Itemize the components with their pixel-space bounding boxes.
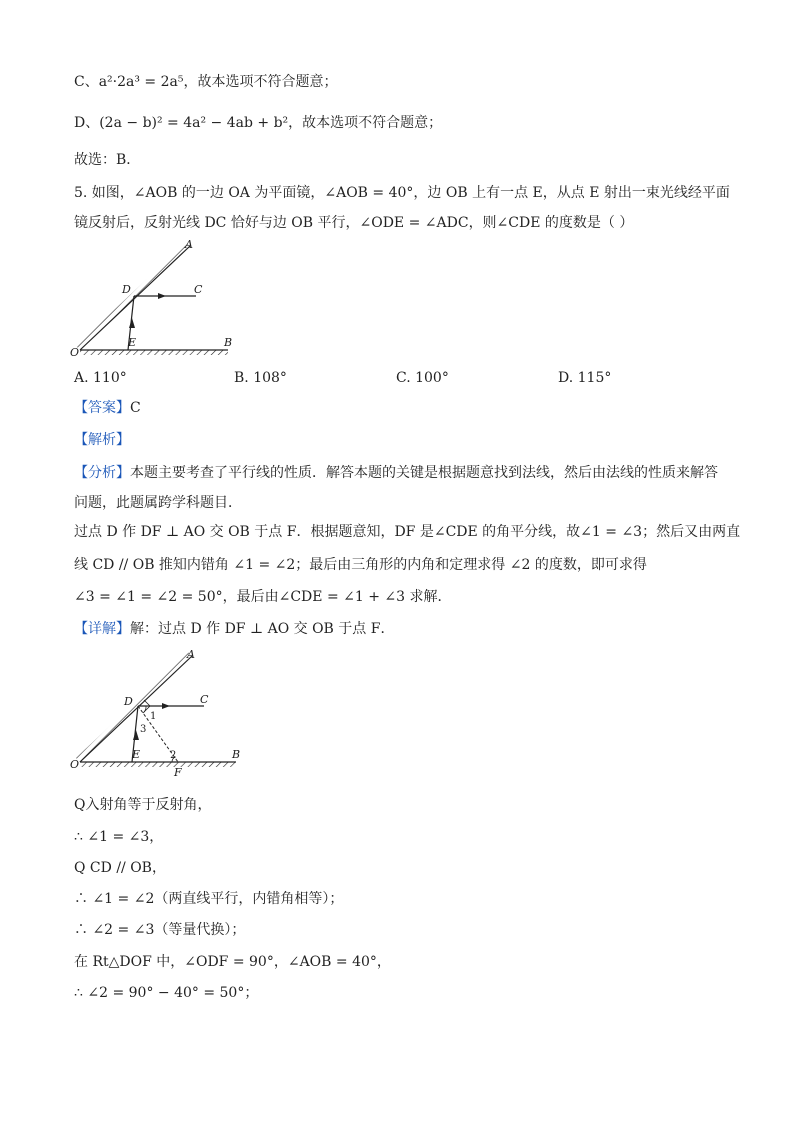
label-c: C bbox=[194, 283, 203, 296]
option-d-analysis: D、(2a − b)² = 4a² − 4ab + b²，故本选项不符合题意； bbox=[74, 115, 443, 131]
detail-text: 解：过点 D 作 DF ⊥ AO 交 OB 于点 F． bbox=[130, 621, 395, 637]
question-5-line-2: 镜反射后，反射光线 DC 恰好与边 OB 平行，∠ODE = ∠ADC，则∠CDE 的度数是（ ） bbox=[74, 215, 634, 231]
question-figure bbox=[66, 238, 246, 358]
label-d: D bbox=[124, 695, 133, 708]
detail-line bbox=[74, 619, 394, 639]
answer-line bbox=[74, 398, 141, 418]
label-a: A bbox=[185, 238, 193, 251]
fenxi-text: 本题主要考查了平行线的性质．解答本题的关键是根据题意找到法线，然后由法线的性质来解答 bbox=[130, 465, 718, 481]
label-o: O bbox=[70, 758, 80, 771]
option-d: D. 115° bbox=[558, 370, 612, 386]
solution-line-1: 过点 D 作 DF ⊥ AO 交 OB 于点 F．根据题意知，DF 是∠CDE 的角平分线，故∠1 = ∠3；然后又由两直 bbox=[74, 524, 741, 540]
analysis-tag: 【解析】 bbox=[74, 432, 130, 448]
angle-3-label: 3 bbox=[140, 724, 147, 735]
step-3: Q CD // OB， bbox=[74, 860, 166, 876]
angle-1-label: 1 bbox=[150, 711, 157, 722]
label-e: E bbox=[128, 336, 137, 349]
analysis-line bbox=[74, 463, 718, 483]
option-c-analysis: C、a²·2a³ = 2a⁵，故本选项不符合题意； bbox=[74, 74, 338, 90]
question-5-line-1: 5. 如图，∠AOB 的一边 OA 为平面镜，∠AOB = 40°，边 OB 上有一点 E，从点 E 射出一束光线经平面 bbox=[74, 185, 730, 201]
label-d: D bbox=[122, 283, 131, 296]
solution-line-2: 线 CD // OB 推知内错角 ∠1 = ∠2；最后由三角形的内角和定理求得 ∠2 的度数，即可求得 bbox=[74, 557, 647, 573]
step-5: ∴ ∠2 = ∠3（等量代换）； bbox=[74, 922, 246, 938]
label-b: B bbox=[232, 748, 241, 761]
label-e: E bbox=[132, 748, 141, 761]
option-c: C. 100° bbox=[396, 370, 449, 386]
fenxi-line-2: 问题，此题属跨学科题目． bbox=[74, 495, 242, 511]
step-4: ∴ ∠1 = ∠2（两直线平行，内错角相等）； bbox=[74, 891, 344, 907]
fenxi-tag: 【分析】 bbox=[74, 465, 130, 481]
detail-tag: 【详解】 bbox=[74, 621, 130, 637]
label-a: A bbox=[187, 648, 195, 661]
answer-value: C bbox=[130, 400, 141, 416]
label-f: F bbox=[174, 766, 182, 779]
step-7: ∴ ∠2 = 90° − 40° = 50°； bbox=[74, 985, 259, 1001]
label-o: O bbox=[70, 346, 80, 358]
solution-line-3: ∠3 = ∠1 = ∠2 = 50°，最后由∠CDE = ∠1 + ∠3 求解． bbox=[74, 589, 452, 605]
step-1: Q入射角等于反射角， bbox=[74, 797, 212, 813]
solution-figure bbox=[66, 648, 246, 780]
previous-answer: 故选：B． bbox=[74, 152, 141, 168]
option-a: A. 110° bbox=[74, 370, 127, 386]
answer-tag: 【答案】 bbox=[74, 400, 130, 416]
label-c: C bbox=[200, 693, 209, 706]
label-b: B bbox=[224, 336, 233, 349]
angle-2-label: 2 bbox=[170, 750, 177, 761]
step-6: 在 Rt△DOF 中，∠ODF = 90°，∠AOB = 40°， bbox=[74, 954, 391, 970]
option-b: B. 108° bbox=[234, 370, 287, 386]
step-2: ∴ ∠1 = ∠3， bbox=[74, 829, 164, 845]
